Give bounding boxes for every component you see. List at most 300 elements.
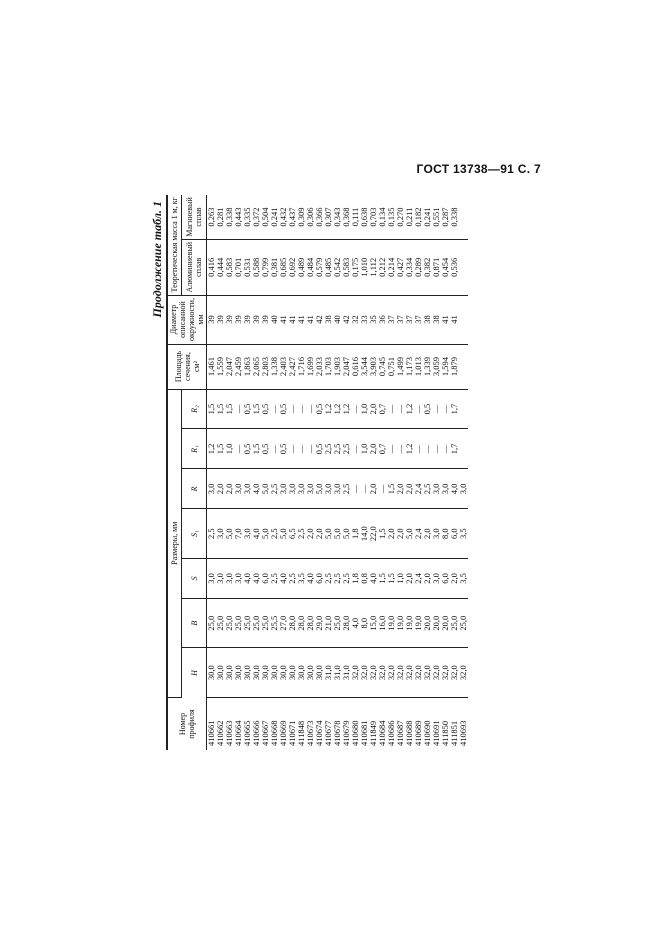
cell-d: 39 — [243, 295, 252, 344]
cell-mg: 0,307 — [324, 195, 333, 240]
cell-num: 411849 — [368, 720, 378, 746]
cell-num: 410688 — [404, 720, 414, 746]
cell-d: 39 — [225, 295, 234, 344]
cell-h: 30,0 — [288, 648, 297, 698]
cell-s: 1,5 — [387, 558, 396, 598]
cell-r: 3,0 — [459, 469, 468, 509]
cell-r1: 0,5 — [261, 429, 270, 469]
cell-s1: 3,5 — [459, 509, 468, 559]
cell-area: 3,903 — [369, 344, 378, 389]
cell-b: 20,0 — [432, 598, 441, 648]
cell-d: 41 — [279, 295, 288, 344]
cell-s1: 1,8 — [351, 509, 360, 559]
header-magnesium: Магниевый сплав — [182, 195, 207, 240]
cell-h: 32,0 — [351, 648, 360, 698]
cell-r2: 1,0 — [360, 389, 369, 429]
cell-s: 2,5 — [333, 558, 342, 598]
cell-h: 30,0 — [315, 648, 324, 698]
cell-s1: 2,0 — [387, 509, 396, 559]
cell-r: 5,0 — [315, 469, 324, 509]
cell-al: 0,583 — [342, 240, 351, 296]
cell-area: 1,499 — [396, 344, 405, 389]
header-r2: R₂ — [182, 389, 207, 429]
cell-r1: — — [414, 429, 423, 469]
header-diameter: Диаметр описанной окружности, мм — [167, 295, 207, 344]
cell-r1: 0,5 — [243, 429, 252, 469]
cell-al: 0,484 — [306, 240, 315, 296]
cell-al: 0,871 — [432, 240, 441, 296]
cell-s1: 2,0 — [306, 509, 315, 559]
cell-area: 1,338 — [270, 344, 279, 389]
cell-al: 0,579 — [315, 240, 324, 296]
cell-area: 1,339 — [423, 344, 432, 389]
cell-s1: 2,5 — [207, 509, 217, 559]
cell-area: 2,803 — [261, 344, 270, 389]
cell-r: — — [378, 469, 387, 509]
cell-s1: 2,5 — [297, 509, 306, 559]
cell-num: 411851 — [449, 720, 459, 746]
cell-num: 410690 — [422, 720, 432, 746]
cell-r1: — — [270, 429, 279, 469]
cell-r2: — — [351, 389, 360, 429]
cell-h: 31,0 — [333, 648, 342, 698]
cell-al: 0,485 — [324, 240, 333, 296]
cell-al: 0,214 — [387, 240, 396, 296]
cell-s1: 3,0 — [432, 509, 441, 559]
cell-r2: 1,7 — [450, 389, 459, 429]
cell-s: 2,5 — [324, 558, 333, 598]
cell-r1: — — [288, 429, 297, 469]
cell-num: 410689 — [413, 720, 423, 746]
cell-s: 1,8 — [351, 558, 360, 598]
cell-r2: — — [306, 389, 315, 429]
cell-area: 1,879 — [450, 344, 459, 389]
cell-b: 19,0 — [414, 598, 423, 648]
cell-s1: 6,0 — [450, 509, 459, 559]
cell-r: 3,0 — [306, 469, 315, 509]
cell-b: 19,0 — [387, 598, 396, 648]
cell-r1: 2,5 — [342, 429, 351, 469]
cell-s: 4,0 — [279, 558, 288, 598]
cell-area: 2,065 — [252, 344, 261, 389]
cell-mg: 0,182 — [414, 195, 423, 240]
table-body — [207, 195, 469, 750]
cell-num: 410677 — [323, 720, 333, 746]
cell-r2 — [459, 389, 468, 429]
cell-r: 2,5 — [342, 469, 351, 509]
header-aluminum: Алюминиевый сплав — [182, 240, 207, 296]
cell-al: 0,454 — [441, 240, 450, 296]
cell-r: 2,5 — [423, 469, 432, 509]
cell-s: 2,5 — [270, 558, 279, 598]
cell-area: 2,459 — [234, 344, 243, 389]
cell-num: 410691 — [431, 720, 441, 746]
cell-d: 37 — [396, 295, 405, 344]
cell-r1: — — [306, 429, 315, 469]
cell-b: 25,0 — [207, 598, 217, 648]
cell-s1: 2,0 — [423, 509, 432, 559]
cell-num: 410687 — [395, 720, 405, 746]
cell-area: 1,703 — [324, 344, 333, 389]
cell-r2: 1,2 — [405, 389, 414, 429]
cell-area: 1,559 — [216, 344, 225, 389]
cell-num: 410665 — [242, 720, 252, 746]
cell-s1: 1,5 — [378, 509, 387, 559]
cell-mg: 0,703 — [369, 195, 378, 240]
cell-r2: 0,5 — [261, 389, 270, 429]
cell-area: 3,059 — [432, 344, 441, 389]
cell-d: 41 — [450, 295, 459, 344]
cell-al: 0,588 — [252, 240, 261, 296]
cell-r: 2,0 — [216, 469, 225, 509]
cell-r1: — — [297, 429, 306, 469]
cell-r2: 0,5 — [243, 389, 252, 429]
cell-al: 0,334 — [405, 240, 414, 296]
cell-r1: 2,5 — [324, 429, 333, 469]
cell-r2: 1,5 — [216, 389, 225, 429]
cell-r: 1,5 — [387, 469, 396, 509]
cell-d: 42 — [342, 295, 351, 344]
cell-num: 410681 — [359, 720, 369, 746]
cell-h: 32,0 — [459, 648, 468, 698]
cell-al: 0,489 — [297, 240, 306, 296]
cell-h: 32,0 — [396, 648, 405, 698]
cell-s1: 2,4 — [414, 509, 423, 559]
header-profile-number: Номер профиля — [167, 698, 207, 751]
cell-num: 410680 — [350, 720, 360, 746]
cell-b: 25,0 — [450, 598, 459, 648]
cell-s1: 4,0 — [252, 509, 261, 559]
cell-s: 1,0 — [396, 558, 405, 598]
cell-al: 0,444 — [216, 240, 225, 296]
cell-al: 1,112 — [369, 240, 378, 296]
cell-r: — — [351, 469, 360, 509]
cell-r2: 0,5 — [315, 389, 324, 429]
cell-num: 411850 — [440, 720, 450, 746]
cell-s: 2,4 — [414, 558, 423, 598]
cell-d: 33 — [360, 295, 369, 344]
cell-s1: 7,0 — [234, 509, 243, 559]
cell-b: 25,0 — [216, 598, 225, 648]
cell-s: 3,0 — [234, 558, 243, 598]
cell-num: 410667 — [260, 720, 270, 746]
cell-mg: 0,241 — [423, 195, 432, 240]
cell-b: 25,0 — [225, 598, 234, 648]
cell-d: 37 — [405, 295, 414, 344]
cell-b: 25,0 — [234, 598, 243, 648]
cell-h: 30,0 — [261, 648, 270, 698]
cell-area: 2,427 — [288, 344, 297, 389]
cell-mg: 0,368 — [342, 195, 351, 240]
cell-b: 28,0 — [306, 598, 315, 648]
cell-h: 30,0 — [243, 648, 252, 698]
cell-area — [459, 344, 468, 389]
cell-b: 16,0 — [378, 598, 387, 648]
cell-s1: 5,0 — [225, 509, 234, 559]
cell-r1: 1,5 — [216, 429, 225, 469]
cell-r1: — — [396, 429, 405, 469]
cell-area: 1,863 — [243, 344, 252, 389]
cell-r1: — — [234, 429, 243, 469]
header-b: B — [182, 598, 207, 648]
cell-r1: 1,0 — [360, 429, 369, 469]
cell-r1: 1,2 — [405, 429, 414, 469]
header-s: S — [182, 558, 207, 598]
cell-d: 39 — [216, 295, 225, 344]
cell-r1: 0,5 — [279, 429, 288, 469]
cell-s1: 5,0 — [405, 509, 414, 559]
cell-num: 410671 — [287, 720, 297, 746]
cell-r: 3,0 — [441, 469, 450, 509]
cell-area: 1,716 — [297, 344, 306, 389]
cell-r: 4,0 — [450, 469, 459, 509]
cell-r2: 1,2 — [324, 389, 333, 429]
cell-b: 28,0 — [342, 598, 351, 648]
cell-d: 40 — [333, 295, 342, 344]
cell-s: 4,0 — [306, 558, 315, 598]
cell-num: 410664 — [233, 720, 243, 746]
cell-r: 3,0 — [243, 469, 252, 509]
cell-r2: — — [432, 389, 441, 429]
cell-r1: — — [387, 429, 396, 469]
cell-area: 2,033 — [315, 344, 324, 389]
cell-b: 27,0 — [279, 598, 288, 648]
cell-r1: 1,0 — [225, 429, 234, 469]
cell-r1: — — [432, 429, 441, 469]
cell-d: 35 — [369, 295, 378, 344]
cell-area: 0,745 — [378, 344, 387, 389]
cell-s1: 5,0 — [333, 509, 342, 559]
cell-d: 39 — [261, 295, 270, 344]
cell-b: 25,0 — [261, 598, 270, 648]
cell-h: 30,0 — [306, 648, 315, 698]
cell-s: 2,0 — [450, 558, 459, 598]
cell-mg: 0,134 — [378, 195, 387, 240]
cell-b: 29,0 — [315, 598, 324, 648]
cell-b: 19,0 — [405, 598, 414, 648]
cell-s: 0,8 — [360, 558, 369, 598]
cell-num: 410673 — [305, 720, 315, 746]
table-row — [459, 195, 468, 750]
cell-r: 5,0 — [261, 469, 270, 509]
cell-r2: — — [234, 389, 243, 429]
cell-num: 410666 — [251, 720, 261, 746]
cell-area: 1,594 — [441, 344, 450, 389]
cell-mg: 0,338 — [450, 195, 459, 240]
cell-r2: — — [297, 389, 306, 429]
cell-s1: 5,0 — [324, 509, 333, 559]
cell-r2: — — [441, 389, 450, 429]
cell-h: 32,0 — [360, 648, 369, 698]
cell-h: 30,0 — [207, 648, 217, 698]
cell-r2: 1,2 — [333, 389, 342, 429]
cell-d — [459, 295, 468, 344]
cell-mg: 0,263 — [207, 195, 217, 240]
cell-al: 0,289 — [414, 240, 423, 296]
cell-mg: 0,135 — [387, 195, 396, 240]
cell-mg: 0,443 — [234, 195, 243, 240]
cell-b: 21,0 — [324, 598, 333, 648]
header-h: H — [182, 648, 207, 698]
cell-mg — [459, 195, 468, 240]
cell-d: 38 — [432, 295, 441, 344]
cell-num: 410663 — [224, 720, 234, 746]
cell-r: 2,5 — [270, 469, 279, 509]
cell-s: 2,0 — [405, 558, 414, 598]
cell-r: 2,0 — [369, 469, 378, 509]
cell-r2: 0,5 — [423, 389, 432, 429]
cell-d: 41 — [297, 295, 306, 344]
cell-d: 39 — [234, 295, 243, 344]
cell-mg: 0,270 — [396, 195, 405, 240]
cell-d: 41 — [306, 295, 315, 344]
cell-s: 6,0 — [441, 558, 450, 598]
cell-b: 25,0 — [252, 598, 261, 648]
cell-r2: — — [288, 389, 297, 429]
header-r1: R₁ — [182, 429, 207, 469]
cell-r1: 1,2 — [207, 429, 217, 469]
cell-al — [459, 240, 468, 296]
cell-s: 1,5 — [378, 558, 387, 598]
cell-area: 1,699 — [306, 344, 315, 389]
cell-r1: — — [441, 429, 450, 469]
cell-area: 1,173 — [405, 344, 414, 389]
cell-s: 4,0 — [252, 558, 261, 598]
cell-d: 39 — [252, 295, 261, 344]
cell-s1: 5,0 — [342, 509, 351, 559]
cell-num: 410668 — [269, 720, 279, 746]
cell-b: 28,0 — [288, 598, 297, 648]
cell-num: 410661 — [206, 720, 216, 746]
cell-r2: 2,0 — [369, 389, 378, 429]
cell-r1: 2,5 — [333, 429, 342, 469]
cell-b: 25,5 — [270, 598, 279, 648]
cell-h: 32,0 — [423, 648, 432, 698]
cell-area: 2,403 — [279, 344, 288, 389]
cell-al: 0,692 — [288, 240, 297, 296]
header-area: Площадь сечения, см² — [167, 344, 207, 389]
cell-area: 0,616 — [351, 344, 360, 389]
continuation-title: Продолжение табл. 1 — [150, 201, 164, 318]
cell-al: 0,799 — [261, 240, 270, 296]
cell-r1: 1,7 — [450, 429, 459, 469]
cell-al: 0,416 — [207, 240, 217, 296]
cell-r: 3,0 — [324, 469, 333, 509]
cell-h: 30,0 — [252, 648, 261, 698]
cell-d: 37 — [387, 295, 396, 344]
cell-mg: 0,306 — [306, 195, 315, 240]
cell-s: 3,0 — [216, 558, 225, 598]
cell-num: 410669 — [278, 720, 288, 746]
cell-mg: 0,638 — [360, 195, 369, 240]
cell-num: 410693 — [458, 720, 468, 746]
cell-s1: 8,0 — [441, 509, 450, 559]
cell-mg: 0,211 — [405, 195, 414, 240]
cell-s: 3,0 — [207, 558, 217, 598]
cell-b: 28,0 — [297, 598, 306, 648]
cell-r2: 0,7 — [378, 389, 387, 429]
cell-area: 3,544 — [360, 344, 369, 389]
cell-r1: — — [423, 429, 432, 469]
cell-mg: 0,309 — [297, 195, 306, 240]
cell-al: 0,701 — [234, 240, 243, 296]
cell-h: 30,0 — [225, 648, 234, 698]
cell-r1: 1,5 — [252, 429, 261, 469]
cell-r: — — [360, 469, 369, 509]
cell-s: 4,0 — [243, 558, 252, 598]
cell-h: 31,0 — [324, 648, 333, 698]
cell-num: 410674 — [314, 720, 324, 746]
cell-r: 2,4 — [414, 469, 423, 509]
cell-b: 4,0 — [351, 598, 360, 648]
cell-s: 2,5 — [342, 558, 351, 598]
cell-mg: 0,241 — [270, 195, 279, 240]
cell-s1: 3,0 — [216, 509, 225, 559]
cell-s: 2,5 — [288, 558, 297, 598]
cell-s1: 6,5 — [288, 509, 297, 559]
cell-h: 30,0 — [234, 648, 243, 698]
cell-num: 411848 — [296, 720, 306, 746]
cell-r2: — — [396, 389, 405, 429]
cell-s1: 5,0 — [279, 509, 288, 559]
cell-r: 3,0 — [279, 469, 288, 509]
cell-b: 19,0 — [396, 598, 405, 648]
cell-d: 42 — [315, 295, 324, 344]
cell-area: 2,047 — [225, 344, 234, 389]
cell-d: 38 — [423, 295, 432, 344]
cell-h: 31,0 — [342, 648, 351, 698]
cell-mg: 0,437 — [288, 195, 297, 240]
rotated-table-region — [150, 195, 555, 750]
cell-d: 36 — [378, 295, 387, 344]
landscape-sheet — [150, 195, 555, 750]
cell-r2: — — [387, 389, 396, 429]
cell-s: 3,5 — [459, 558, 468, 598]
cell-h: 30,0 — [297, 648, 306, 698]
cell-mg: 0,366 — [315, 195, 324, 240]
cell-b: 20,0 — [441, 598, 450, 648]
cell-al: 0,427 — [396, 240, 405, 296]
cell-r1: 2,0 — [369, 429, 378, 469]
cell-r1: 0,7 — [378, 429, 387, 469]
cell-d: 32 — [351, 295, 360, 344]
cell-h: 32,0 — [405, 648, 414, 698]
cell-num: 410678 — [332, 720, 342, 746]
cell-al: 0,212 — [378, 240, 387, 296]
cell-h: 30,0 — [279, 648, 288, 698]
cell-mg: 0,551 — [432, 195, 441, 240]
cell-al: 0,531 — [243, 240, 252, 296]
cell-al: 0,685 — [279, 240, 288, 296]
cell-mg: 0,504 — [261, 195, 270, 240]
cell-s1: 5,0 — [261, 509, 270, 559]
cell-r2: — — [270, 389, 279, 429]
cell-s1: 3,0 — [243, 509, 252, 559]
cell-b: 25,0 — [333, 598, 342, 648]
cell-num: 410684 — [377, 720, 387, 746]
cell-h: 32,0 — [387, 648, 396, 698]
cell-b: 25,0 — [459, 598, 468, 648]
profiles-table — [166, 195, 468, 750]
cell-d: 41 — [288, 295, 297, 344]
cell-d: 41 — [441, 295, 450, 344]
cell-s1: 2,0 — [396, 509, 405, 559]
cell-al: 0,381 — [270, 240, 279, 296]
cell-d: 38 — [324, 295, 333, 344]
cell-h: 32,0 — [450, 648, 459, 698]
cell-h: 32,0 — [369, 648, 378, 698]
cell-al: 0,175 — [351, 240, 360, 296]
